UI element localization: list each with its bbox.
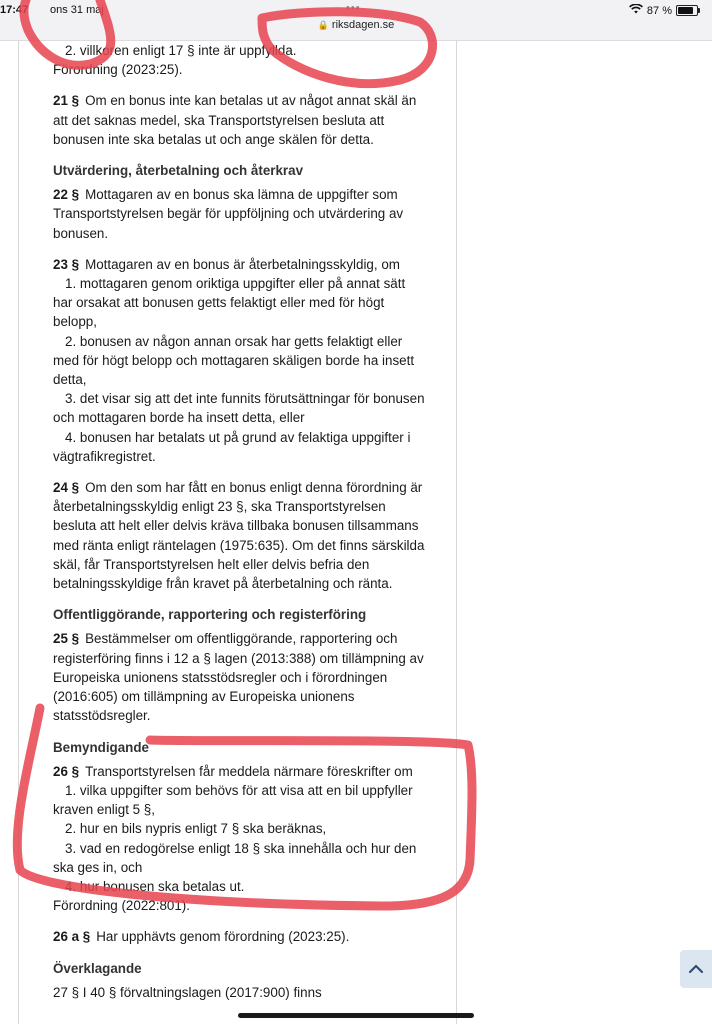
status-bar <box>0 0 712 41</box>
battery-icon <box>676 5 698 16</box>
list-item: 3. vad en redogörelse enligt 18 § ska innehålla och hur den ska ges in, och <box>53 840 417 875</box>
section-23 <box>53 255 428 466</box>
list-item: 2. hur en bils nypris enligt 7 § ska beräknas, <box>65 821 327 837</box>
section-26 <box>53 762 428 916</box>
amendment-note: Förordning (2022:801). <box>53 898 190 914</box>
battery-percent: 87 % <box>646 4 672 17</box>
section-number: 26 § <box>53 763 80 779</box>
section-27-partial: 27 § I 40 § förvaltningslagen (2017:900) finns <box>53 984 322 1000</box>
address-bar[interactable] <box>0 19 712 31</box>
multitasking-dots[interactable]: ••• <box>346 2 361 14</box>
list-item: 4. hur bonusen ska betalas ut. <box>65 878 245 894</box>
section-24 <box>53 478 428 593</box>
chevron-up-icon <box>689 960 703 977</box>
section-text: Mottagaren av en bonus är återbetalningsskyldig, om <box>85 256 400 272</box>
section-number: 21 § <box>53 93 80 109</box>
wifi-icon <box>629 4 643 17</box>
section-text: Mottagaren av en bonus ska lämna de uppgifter som Transportstyrelsen begär för uppföljning och utvärdering av bonusen. <box>53 187 404 241</box>
amendment-note: Förordning (2023:25). <box>53 62 183 78</box>
document-content <box>53 40 428 1014</box>
page-border-right <box>456 40 457 1024</box>
section-number: 23 § <box>53 256 80 272</box>
heading-overklagande: Överklagande <box>53 960 142 976</box>
section-21 <box>53 91 428 149</box>
section-number: 26 a § <box>53 929 91 945</box>
heading-utvardering: Utvärdering, återbetalning och återkrav <box>53 163 304 179</box>
item-text: 2. villkoren enligt 17 § inte är uppfyllda. <box>65 43 297 58</box>
list-item: 2. bonusen av någon annan orsak har getts felaktigt eller med för högt belopp och mottagaren skäligen borde ha insett detta, <box>53 333 415 388</box>
status-time: 17:47 <box>0 4 29 16</box>
status-date: ons 31 maj <box>50 4 104 16</box>
section-22 <box>53 185 428 243</box>
section-25 <box>53 629 428 725</box>
list-item: 1. vilka uppgifter som behövs för att visa att en bil uppfyller kraven enligt 5 §, <box>53 782 413 818</box>
address-text: riksdagen.se <box>331 19 395 31</box>
section-text: Transportstyrelsen får meddela närmare föreskrifter om <box>85 763 413 779</box>
section-text: Om en bonus inte kan betalas ut av något annat skäl än att det saknas medel, ska Transportstyrelsen besluta att bonusen inte ska betalas ut och ange skälen för detta. <box>53 93 417 147</box>
section-26a <box>53 927 428 946</box>
list-item: 4. bonusen har betalats ut på grund av felaktiga uppgifter i vägtrafikregistret. <box>53 429 411 464</box>
list-item: 3. det visar sig att det inte funnits förutsättningar för bonusen och mottagaren borde ha insett detta, eller <box>53 391 425 426</box>
lock-icon: 🔒 <box>317 20 329 30</box>
home-indicator[interactable] <box>238 1013 474 1018</box>
list-item: 1. mottagaren genom oriktiga uppgifter eller på annat sätt har orsakat att bonusen getts felaktigt eller med för högt belopp, <box>53 276 406 330</box>
page-border-left <box>18 40 19 1024</box>
scroll-to-top-button[interactable] <box>680 950 712 988</box>
section-number: 24 § <box>53 480 80 496</box>
section-text: Har upphävts genom förordning (2023:25). <box>96 929 350 945</box>
section-number: 22 § <box>53 187 80 203</box>
section-text: Bestämmelser om offentliggörande, rapportering och registerföring finns i 12 a § lagen (2013:388) om tillämpning av Europeiska unionens statsstödsregler och i förordningen (2016:605) om tillämpning av Europeiska unionens statsstödsregler. <box>53 631 424 724</box>
section-number: 25 § <box>53 631 80 647</box>
heading-offentliggorande: Offentliggörande, rapportering och registerföring <box>53 607 367 623</box>
heading-bemyndigande: Bemyndigande <box>53 739 149 755</box>
status-right <box>629 4 698 17</box>
section-text: Om den som har fått en bonus enligt denna förordning är återbetalningsskyldig enligt 23 §, ska Transportstyrelsen besluta att helt eller delvis kräva tillbaka bonusen tillsammans med ränta enligt räntelagen (1975:635). Om det finns särskilda skäl, får Transportstyrelsen helt eller delvis befria den betalningsskyldige från kravet på återbetalning och ränta. <box>53 480 425 592</box>
